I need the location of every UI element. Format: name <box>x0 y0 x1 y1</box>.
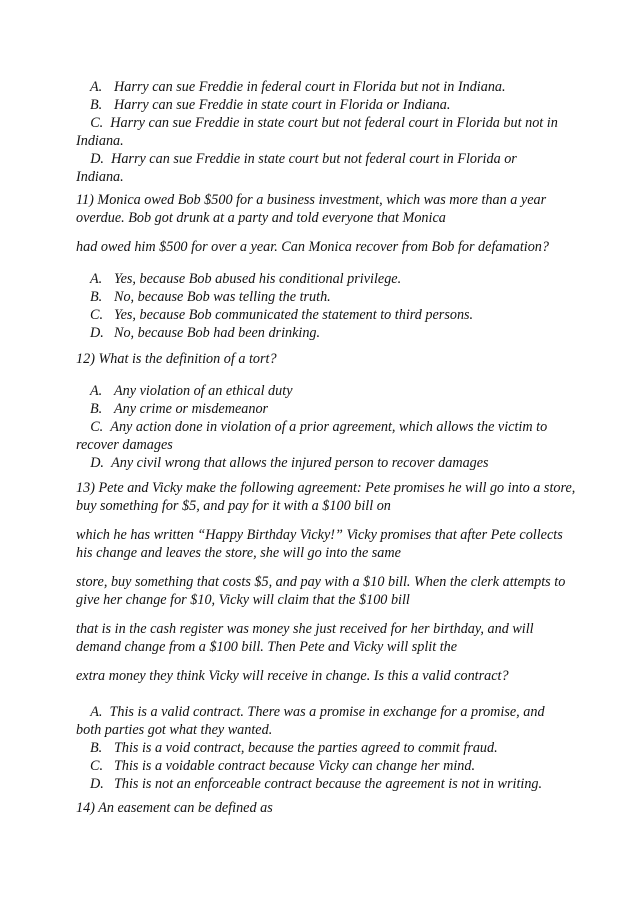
q10-option-d <box>76 150 576 186</box>
q13-options <box>76 703 576 793</box>
q11-options <box>76 270 576 342</box>
q13-stem-part-5: extra money they think Vicky will receive in change. Is this a valid contract? <box>76 668 509 684</box>
q12-options <box>76 382 576 472</box>
q12-option-c <box>76 418 576 454</box>
q14-stem: 14) An easement can be defined as <box>76 800 273 816</box>
option-letter: C. <box>90 307 104 323</box>
q13-option-b <box>76 739 576 757</box>
option-text: This is not an enforceable contract because the agreement is not in writing. <box>114 776 543 792</box>
q13-option-c <box>76 757 576 775</box>
option-letter: D. <box>90 325 104 341</box>
option-letter: C. <box>90 758 104 774</box>
option-letter: A. <box>90 704 103 720</box>
q13-option-a <box>76 703 576 739</box>
option-letter: A. <box>90 383 103 399</box>
option-text: Harry can sue Freddie in state court but not federal court in Florida but not in <box>110 115 558 131</box>
option-text: Any action done in violation of a prior agreement, which allows the victim to <box>110 419 548 435</box>
option-letter: C. <box>90 419 104 435</box>
q11-option-b <box>76 288 576 306</box>
q12-option-b <box>76 400 576 418</box>
option-text: Harry can sue Freddie in federal court in Florida but not in Indiana. <box>114 79 506 95</box>
q13-stem-part-4: that is in the cash register was money she just received for her birthday, and will demand change from a $100 bill. Then Pete and Vicky will split the <box>76 621 534 655</box>
q10-option-c <box>76 114 576 150</box>
q10-option-b <box>76 96 576 114</box>
option-letter: D. <box>90 151 104 167</box>
option-letter: B. <box>90 289 103 305</box>
q12-option-a <box>76 382 576 400</box>
q12-stem: 12) What is the definition of a tort? <box>76 351 277 367</box>
q11-stem-part-2: had owed him $500 for over a year. Can Monica recover from Bob for defamation? <box>76 239 549 255</box>
option-text: Any civil wrong that allows the injured person to recover damages <box>111 455 489 471</box>
option-text: This is a valid contract. There was a promise in exchange for a promise, and <box>109 704 545 720</box>
q12-option-d <box>76 454 576 472</box>
option-text: Harry can sue Freddie in state court in Florida or Indiana. <box>114 97 451 113</box>
option-text: No, because Bob was telling the truth. <box>114 289 331 305</box>
option-letter: D. <box>90 776 104 792</box>
option-text: No, because Bob had been drinking. <box>114 325 321 341</box>
q13-stem-part-3: store, buy something that costs $5, and pay with a $10 bill. When the clerk attempts to give her change for $10, Vicky will claim that the $100 bill <box>76 574 566 608</box>
option-text-wrap: Indiana. <box>76 133 124 149</box>
q11-option-a <box>76 270 576 288</box>
option-text: Any violation of an ethical duty <box>114 383 293 399</box>
option-text-wrap: Indiana. <box>76 169 124 185</box>
q13-option-d <box>76 775 576 793</box>
option-text: This is a void contract, because the parties agreed to commit fraud. <box>114 740 498 756</box>
option-letter: A. <box>90 271 103 287</box>
option-text-wrap: recover damages <box>76 437 173 453</box>
q13-stem-part-1: 13) Pete and Vicky make the following agreement: Pete promises he will go into a store, buy something for $5, and pay for it with a $100 bill on <box>76 480 576 514</box>
option-text: Any crime or misdemeanor <box>114 401 269 417</box>
option-text: Harry can sue Freddie in state court but not federal court in Florida or <box>111 151 517 167</box>
q11-stem-part-1: 11) Monica owed Bob $500 for a business investment, which was more than a year overdue. Bob got drunk at a party and told everyone that Monica <box>76 192 547 226</box>
q13-stem-part-2: which he has written “Happy Birthday Vicky!” Vicky promises that after Pete collects his change and leaves the store, she will go into the same <box>76 527 563 561</box>
option-letter: B. <box>90 401 103 417</box>
option-text: Yes, because Bob abused his conditional privilege. <box>114 271 402 287</box>
option-text: Yes, because Bob communicated the statement to third persons. <box>114 307 474 323</box>
option-letter: B. <box>90 97 103 113</box>
option-letter: B. <box>90 740 103 756</box>
option-letter: C. <box>90 115 104 131</box>
option-letter: D. <box>90 455 104 471</box>
q10-option-a <box>76 78 576 96</box>
q10-options <box>76 78 576 186</box>
q11-option-c <box>76 306 576 324</box>
option-letter: A. <box>90 79 103 95</box>
option-text: This is a voidable contract because Vicky can change her mind. <box>114 758 476 774</box>
option-text-wrap: both parties got what they wanted. <box>76 722 273 738</box>
q11-option-d <box>76 324 576 342</box>
